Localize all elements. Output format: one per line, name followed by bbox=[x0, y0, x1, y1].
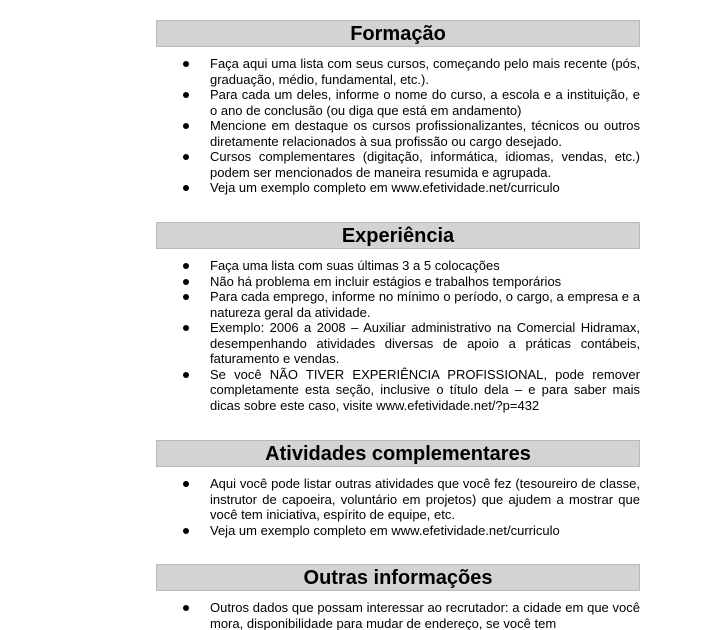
bullet-icon bbox=[183, 605, 189, 611]
section-outras bbox=[156, 564, 640, 630]
bullet-icon bbox=[183, 92, 189, 98]
bullet-list bbox=[156, 258, 640, 413]
section-title: Experiência bbox=[156, 222, 640, 249]
bullet-list bbox=[156, 600, 640, 630]
bullet-icon bbox=[183, 325, 189, 331]
list-item-text: Exemplo: 2006 a 2008 – Auxiliar administrativo na Comercial Hidramax, desempenhando atividades diversas de apoio a práticas contábeis, faturamento e vendas. bbox=[210, 320, 640, 366]
list-item bbox=[156, 600, 640, 630]
bullet-icon bbox=[183, 185, 189, 191]
section-title: Atividades complementares bbox=[156, 440, 640, 467]
list-item bbox=[156, 87, 640, 118]
bullet-list bbox=[156, 476, 640, 538]
list-item-text: Faça uma lista com suas últimas 3 a 5 colocações bbox=[210, 258, 500, 273]
list-item bbox=[156, 289, 640, 320]
bullet-icon bbox=[183, 123, 189, 129]
list-item-text: Para cada emprego, informe no mínimo o período, o cargo, a empresa e a natureza geral da atividade. bbox=[210, 289, 640, 320]
list-item bbox=[156, 320, 640, 367]
section-atividades bbox=[156, 440, 640, 538]
bullet-icon bbox=[183, 263, 189, 269]
list-item bbox=[156, 149, 640, 180]
list-item-text: Aqui você pode listar outras atividades que você fez (tesoureiro de classe, instrutor de capoeira, voluntário em projetos) que ajudem a mostrar que você tem iniciativa, espírito de equipe, etc. bbox=[210, 476, 640, 522]
list-item-text: Faça aqui uma lista com seus cursos, começando pelo mais recente (pós, graduação, médio, fundamental, etc.). bbox=[210, 56, 640, 87]
list-item-text: Veja um exemplo completo em www.efetividade.net/curriculo bbox=[210, 522, 560, 538]
bullet-icon bbox=[183, 372, 189, 378]
bullet-icon bbox=[183, 279, 189, 285]
bullet-icon bbox=[183, 481, 189, 487]
list-item bbox=[156, 476, 640, 523]
list-item bbox=[156, 56, 640, 87]
bullet-icon bbox=[183, 528, 189, 534]
section-title: Formação bbox=[156, 20, 640, 47]
section-title: Outras informações bbox=[156, 564, 640, 591]
list-item bbox=[156, 118, 640, 149]
bullet-list bbox=[156, 56, 640, 196]
list-item bbox=[156, 180, 640, 196]
list-item-text: Cursos complementares (digitação, informática, idiomas, vendas, etc.) podem ser mencionados de maneira resumida e agrupada. bbox=[210, 149, 640, 180]
list-item bbox=[156, 523, 640, 539]
list-item bbox=[156, 367, 640, 414]
bullet-icon bbox=[183, 294, 189, 300]
list-item-text: Mencione em destaque os cursos profissionalizantes, técnicos ou outros diretamente relacionados à sua profissão ou cargo desejado. bbox=[210, 118, 640, 149]
bullet-icon bbox=[183, 154, 189, 160]
list-item-text: Outros dados que possam interessar ao recrutador: a cidade em que você mora, disponibilidade para mudar de endereço, se você tem bbox=[210, 600, 640, 630]
bullet-icon bbox=[183, 61, 189, 67]
list-item-text: Veja um exemplo completo em www.efetividade.net/curriculo bbox=[210, 180, 560, 195]
list-item bbox=[156, 258, 640, 274]
section-formacao bbox=[156, 20, 640, 196]
list-item-text: Se você NÃO TIVER EXPERIÊNCIA PROFISSIONAL, pode remover completamente esta seção, inclusive o título dela – e para saber mais dicas sobre este caso, visite www.efetividade.net/?p=432 bbox=[210, 366, 640, 413]
list-item bbox=[156, 274, 640, 290]
list-item-text: Não há problema em incluir estágios e trabalhos temporários bbox=[210, 273, 562, 289]
list-item-text: Para cada um deles, informe o nome do curso, a escola e a instituição, e o ano de conclusão (ou diga que está em andamento) bbox=[210, 87, 640, 118]
section-experiencia bbox=[156, 222, 640, 413]
